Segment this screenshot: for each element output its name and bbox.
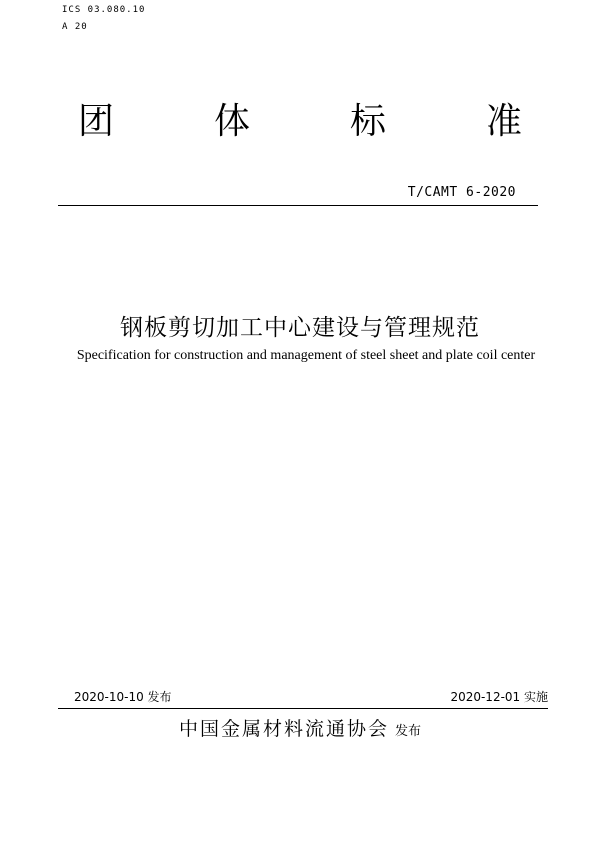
- effective-date: 2020-12-01 实施: [450, 690, 548, 704]
- ics-code: ICS 03.080.10: [62, 5, 146, 15]
- publish-date: 2020-10-10 发布: [74, 690, 172, 704]
- classification-code: A 20: [62, 22, 88, 32]
- english-title: Specification for construction and management of steel sheet and plate coil center: [76, 348, 536, 363]
- standard-type-char: 团: [78, 101, 115, 142]
- standard-type-heading: [78, 100, 522, 144]
- chinese-title: 钢板剪切加工中心建设与管理规范: [120, 315, 480, 341]
- standard-type-char: 准: [485, 101, 522, 142]
- standard-type-char: 标: [349, 101, 386, 142]
- standard-number: T/CAMT 6-2020: [407, 185, 516, 200]
- publisher-name: 中国金属材料流通协会: [178, 718, 389, 740]
- standard-type-char: 体: [213, 101, 250, 142]
- top-divider: [58, 205, 538, 206]
- publisher-line: [0, 717, 600, 744]
- bottom-divider: [58, 708, 548, 709]
- publisher-suffix: 发布: [395, 724, 422, 739]
